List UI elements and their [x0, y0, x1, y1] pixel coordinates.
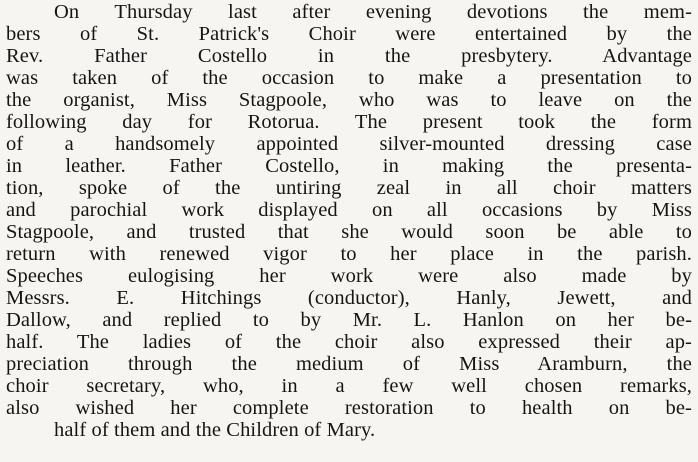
article-line-5: the organist, Miss Stagpoole, who was to leave on the — [6, 89, 692, 111]
article-line-12: return with renewed vigor to her place in the parish. — [6, 243, 692, 265]
article-line-16: half. The ladies of the choir also expressed their ap- — [6, 331, 692, 353]
article-line-20: half of them and the Children of Mary. — [54, 419, 376, 441]
article-line-14: Messrs. E. Hitchings (conductor), Hanly, Jewett, and — [6, 287, 692, 309]
article-line-17: preciation through the medium of Miss Aramburn, the — [6, 353, 692, 375]
article-line-3: Rev. Father Costello in the presbytery. Advantage — [6, 45, 692, 67]
article-line-7: of a handsomely appointed silver-mounted dressing case — [6, 133, 692, 155]
article-line-10: and parochial work displayed on all occasions by Miss — [6, 199, 692, 221]
article-line-9: tion, spoke of the untiring zeal in all choir matters — [6, 177, 692, 199]
article-line-4: was taken of the occasion to make a presentation to — [6, 67, 692, 89]
article-line-11: Stagpoole, and trusted that she would soon be able to — [6, 221, 692, 243]
article-line-1: On Thursday last after evening devotions the mem- — [54, 1, 692, 23]
article-line-13: Speeches eulogising her work were also made by — [6, 265, 692, 287]
article-line-18: choir secretary, who, in a few well chosen remarks, — [6, 375, 692, 397]
article-line-15: Dallow, and replied to by Mr. L. Hanlon on her be- — [6, 309, 692, 331]
article-line-2: bers of St. Patrick's Choir were entertained by the — [6, 23, 692, 45]
article-line-6: following day for Rotorua. The present took the form — [6, 111, 692, 133]
article-line-8: in leather. Father Costello, in making the presenta- — [6, 155, 692, 177]
article-line-19: also wished her complete restoration to health on be- — [6, 397, 692, 419]
